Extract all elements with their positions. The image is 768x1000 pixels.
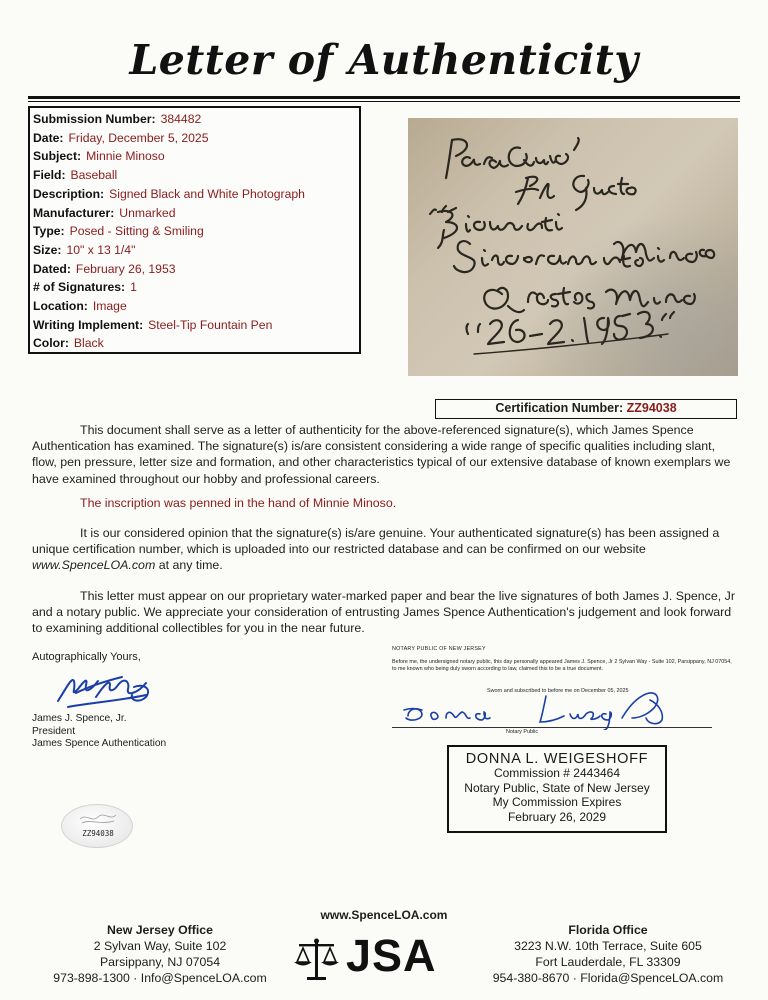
- signer-block: [32, 713, 166, 751]
- signer-title: President: [32, 725, 76, 737]
- detail-label: Size:: [33, 242, 62, 257]
- notary-signature-image: [400, 690, 690, 730]
- detail-value: Posed - Sitting & Smiling: [69, 224, 204, 239]
- detail-row-size: [33, 241, 356, 260]
- signer-company: James Spence Authentication: [32, 738, 167, 750]
- detail-value: Unmarked: [119, 205, 176, 220]
- paragraph-opinion: [32, 525, 738, 574]
- details-box: [28, 106, 361, 354]
- notary-signature-line: [392, 727, 712, 728]
- notary-line-label: Notary Public: [506, 729, 539, 735]
- detail-value: 384482: [160, 112, 202, 126]
- detail-row-submission: [33, 110, 356, 129]
- certification-number-box: [435, 399, 737, 419]
- detail-label: Manufacturer:: [33, 205, 115, 220]
- detail-label: Location:: [33, 299, 88, 314]
- detail-value: 10" x 13 1/4": [66, 242, 136, 257]
- office-nj-title: New Jersey Office: [107, 923, 213, 937]
- handwritten-inscription-image: [408, 118, 738, 376]
- paragraph-inscription-text: The inscription was penned in the hand of Minnie Minoso.: [80, 496, 397, 510]
- hologram-code: ZZ94038: [82, 829, 114, 838]
- detail-label: Dated:: [33, 261, 71, 276]
- office-florida: [486, 922, 730, 986]
- detail-label: # of Signatures:: [33, 280, 126, 295]
- notary-text: Before me, the undersigned notary public, this day personally appeared James J. Spence, Jr 2 Sylvan Way - Suite 102, Parsippany, NJ 07054, to me known who being duly sworn according to law, claimed this to be a true document.: [392, 659, 732, 672]
- closing-salutation: Autographically Yours,: [32, 651, 141, 663]
- detail-row-dated: [33, 260, 356, 279]
- spence-signature-image: [48, 667, 158, 713]
- paragraph-inscription: [32, 495, 738, 511]
- stamp-expires-label: My Commission Expires: [492, 795, 622, 810]
- paragraph-paper: [32, 588, 738, 637]
- detail-value: Signed Black and White Photograph: [109, 186, 305, 201]
- title-rule-thin: [28, 101, 740, 102]
- page-title: Letter of Authenticity: [129, 36, 639, 84]
- hologram-sticker: [61, 804, 133, 848]
- detail-value: Black: [73, 336, 104, 351]
- detail-value: Image: [92, 299, 127, 314]
- website-link[interactable]: www.SpenceLOA.com: [32, 558, 156, 573]
- detail-row-location: [33, 297, 356, 316]
- detail-value: Minnie Minoso: [86, 149, 165, 164]
- detail-label: Field:: [33, 168, 66, 183]
- stamp-name: DONNA L. WEIGESHOFF: [465, 751, 649, 767]
- jsa-logo-text: JSA: [346, 930, 437, 981]
- footer-website-link[interactable]: www.SpenceLOA.com: [320, 908, 448, 922]
- office-nj-contact: 973-898-1300 · Info@SpenceLOA.com: [53, 971, 267, 985]
- detail-label: Color:: [33, 336, 69, 351]
- paragraph-paper-text: This letter must appear on our proprietary water-marked paper and bear the live signatures of both James J. Spence, Jr and a notary public. We appreciate your consideration of entrusting James Spence Authentication's judgement and look forward to examining additional collectibles for you in the near future.: [32, 589, 735, 636]
- detail-row-signatures: [33, 278, 356, 297]
- paragraph-opinion-tail: at any time.: [155, 558, 223, 573]
- detail-label: Submission Number:: [33, 112, 156, 126]
- certification-number: ZZ94038: [626, 401, 677, 415]
- signature-photo: [408, 118, 738, 376]
- detail-label: Subject:: [33, 149, 82, 164]
- notary-sworn-text: Sworn and subscribed to before me on December 05, 2025: [487, 688, 629, 694]
- detail-row-manufacturer: [33, 204, 356, 223]
- certification-label: Certification Number:: [495, 401, 624, 415]
- office-new-jersey: [38, 922, 282, 986]
- notary-heading: NOTARY PUBLIC OF NEW JERSEY: [392, 646, 486, 652]
- paragraph-authenticity: [32, 422, 738, 487]
- detail-label: Description:: [33, 186, 105, 201]
- office-fl-address2: Fort Lauderdale, FL 33309: [535, 955, 681, 969]
- detail-value: Friday, December 5, 2025: [68, 130, 209, 145]
- detail-value: February 26, 1953: [75, 261, 176, 276]
- detail-row-subject: [33, 147, 356, 166]
- office-fl-address1: 3223 N.W. 10th Terrace, Suite 605: [514, 939, 702, 953]
- hologram-pattern-icon: [62, 805, 134, 849]
- detail-row-field: [33, 166, 356, 185]
- detail-label: Date:: [33, 130, 64, 145]
- office-fl-contact: 954-380-8670 · Florida@SpenceLOA.com: [492, 971, 724, 985]
- stamp-commission: Commission # 2443464: [493, 766, 621, 781]
- paragraph-opinion-text: It is our considered opinion that the signature(s) is/are genuine. Your authenticated signature(s) has been assigned a unique certification number, which is uploaded into our restricted database and can be confirmed on our website: [32, 526, 720, 557]
- detail-value: Baseball: [70, 168, 118, 183]
- office-nj-address1: 2 Sylvan Way, Suite 102: [93, 939, 227, 953]
- detail-row-date: [33, 129, 356, 148]
- paragraph-authenticity-text: This document shall serve as a letter of authenticity for the above-referenced signature(s), which James Spence Authentication has examined. The signature(s) is/are consistent considering a wide range of specific qualities including slant, flow, pen pressure, letter size and formation, and other characteristics typical of our extensive database of known exemplars we have examined throughout our hobby and professional careers.: [32, 423, 731, 486]
- stamp-expires-date: February 26, 2029: [507, 809, 607, 824]
- detail-label: Type:: [33, 224, 65, 239]
- notary-stamp: [447, 745, 667, 833]
- office-fl-title: Florida Office: [568, 923, 648, 937]
- stamp-state: Notary Public, State of New Jersey: [464, 780, 650, 795]
- detail-value: 1: [130, 280, 137, 295]
- office-nj-address2: Parsippany, NJ 07054: [99, 955, 221, 969]
- detail-value: Steel-Tip Fountain Pen: [148, 317, 273, 332]
- detail-row-writing-implement: [33, 316, 356, 335]
- detail-row-description: [33, 185, 356, 204]
- detail-row-color: [33, 334, 356, 353]
- title-rule: [28, 96, 740, 99]
- detail-label: Writing Implement:: [33, 317, 144, 332]
- signer-name: James J. Spence, Jr.: [32, 713, 127, 724]
- detail-row-type: [33, 222, 356, 241]
